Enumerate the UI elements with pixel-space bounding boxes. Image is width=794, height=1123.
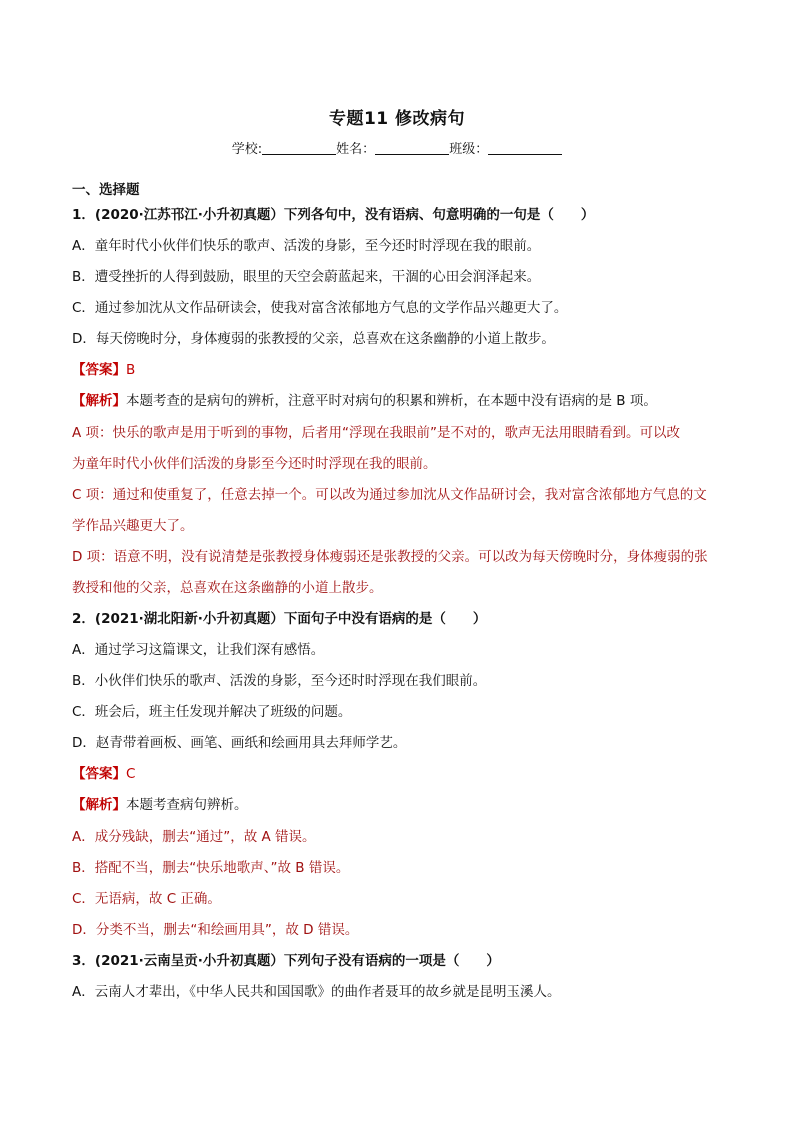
name-label: 姓名： [336,142,376,157]
question-2-note: A．成分残缺，删去“通过”，故 A 错误。 [72,829,316,845]
analysis-text: 本题考查的是病句的辨析，注意平时对病句的积累和辨析，在本题中没有语病的是 B 项。 [126,393,657,409]
question-1-note: D 项：语意不明，没有说清楚是张教授身体瘦弱还是张教授的父亲。可以改为每天傍晚时分，身体瘦弱的张 [72,549,708,565]
name-blank[interactable] [375,142,449,155]
question-1-option-c: C．通过参加沈从文作品研读会，使我对富含浓郁地方气息的文学作品兴趣更大了。 [72,300,568,316]
question-2-note: C．无语病，故 C 正确。 [72,891,221,907]
question-2-option-a: A．通过学习这篇课文，让我们深有感悟。 [72,642,325,658]
question-1-option-b: B．遭受挫折的人得到鼓励，眼里的天空会蔚蓝起来，干涸的心田会润泽起来。 [72,269,541,285]
question-2-analysis [72,795,248,815]
class-label: 班级： [449,142,489,157]
answer-tag: 【答案】 [72,362,126,378]
question-2-option-b: B．小伙伴们快乐的歌声、活泼的身影，至今还时时浮现在我们眼前。 [72,673,487,689]
answer-tag: 【答案】 [72,766,126,782]
question-3-stem: 3．(2021·云南呈贡·小升初真题）下列句子没有语病的一项是（ ） [72,953,500,969]
student-info-fields [0,138,794,157]
question-1-note: 学作品兴趣更大了。 [72,518,194,534]
question-2-answer [72,764,135,784]
question-1-note: A 项：快乐的歌声是用于听到的事物，后者用“浮现在我眼前”是不对的，歌声无法用眼睛看到。可以改 [72,425,681,441]
question-1-note: C 项：通过和使重复了，任意去掉一个。可以改为通过参加沈从文作品研讨会，我对富含浓郁地方气息的文 [72,487,707,503]
school-blank[interactable] [262,142,336,155]
question-2-note: B．搭配不当，删去“快乐地歌声、”故 B 错误。 [72,860,350,876]
question-2-option-c: C．班会后，班主任发现并解决了班级的问题。 [72,704,352,720]
question-2-stem: 2．(2021·湖北阳新·小升初真题）下面句子中没有语病的是（ ） [72,611,487,627]
answer-value: C [126,766,136,782]
question-1-analysis [72,391,657,411]
analysis-text: 本题考查病句辨析。 [126,797,248,813]
analysis-tag: 【解析】 [72,393,126,409]
question-2-note: D．分类不当，删去“和绘画用具”，故 D 错误。 [72,922,359,938]
question-2-option-d: D．赵青带着画板、画笔、画纸和绘画用具去拜师学艺。 [72,735,407,751]
answer-value: B [126,362,136,378]
question-1-option-d: D．每天傍晚时分，身体瘦弱的张教授的父亲，总喜欢在这条幽静的小道上散步。 [72,331,555,347]
question-1-answer [72,360,135,380]
question-1-note: 教授和他的父亲，总喜欢在这条幽静的小道上散步。 [72,580,383,596]
analysis-tag: 【解析】 [72,797,126,813]
question-1-option-a: A．童年时代小伙伴们快乐的歌声、活泼的身影，至今还时时浮现在我的眼前。 [72,238,541,254]
page-title: 专题11 修改病句 [328,109,466,129]
school-label: 学校: [231,142,263,157]
section-heading: 一、选择题 [72,182,140,198]
question-3-option-a: A．云南人才辈出，《中华人民共和国国歌》的曲作者聂耳的故乡就是昆明玉溪人。 [72,984,561,1000]
class-blank[interactable] [488,142,562,155]
question-1-stem: 1．(2020·江苏邗江·小升初真题）下列各句中，没有语病、句意明确的一句是（ ） [72,207,595,223]
question-1-note: 为童年时代小伙伴们活泼的身影至今还时时浮现在我的眼前。 [72,456,437,472]
